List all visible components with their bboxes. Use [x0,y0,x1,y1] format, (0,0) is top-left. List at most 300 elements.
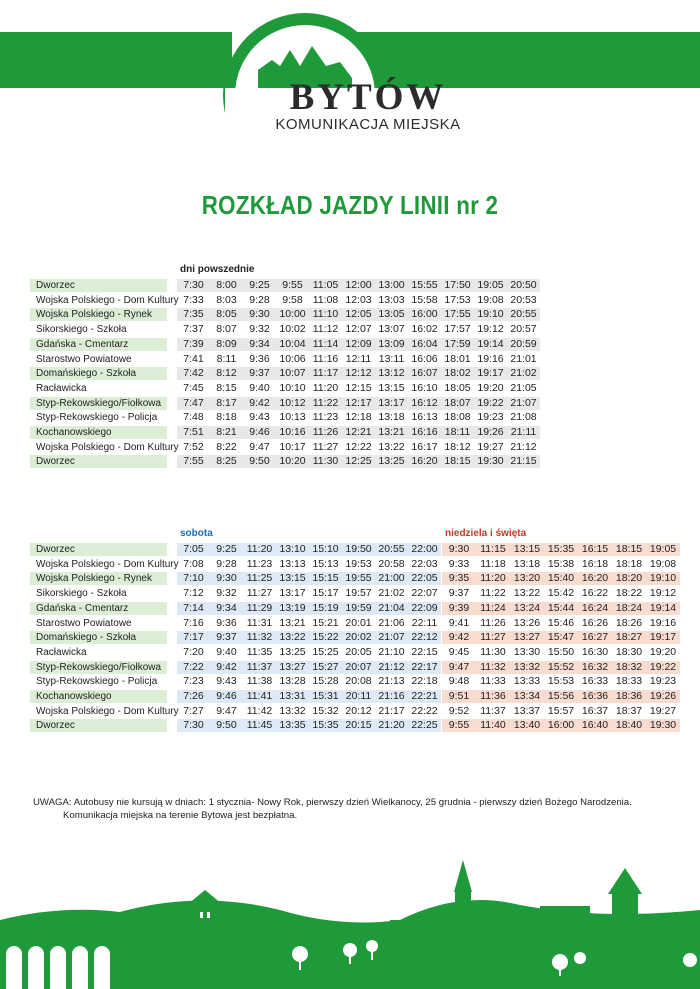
saturday-time: 9:40 [216,645,237,658]
saturday-time: 20:05 [345,645,372,658]
sunday-time: 11:22 [480,587,506,600]
departure-time: 17:55 [444,308,471,321]
saturday-time: 15:17 [312,587,339,600]
departure-time: 17:50 [444,279,471,291]
sunday-time: 19:22 [649,660,677,673]
departure-time: 11:05 [312,279,339,291]
departure-time: 16:02 [411,323,438,336]
saturday-time: 9:34 [216,601,237,614]
departure-time: 12:25 [345,455,372,468]
saturday-time: 11:42 [246,704,273,717]
departure-time: 13:15 [378,381,405,394]
brand [268,78,468,133]
sunday-time: 13:18 [513,557,541,570]
stop-name: Racławicka [36,646,87,658]
departure-time: 8:15 [216,381,237,394]
departure-time: 8:12 [216,367,237,380]
saturday-time: 7:05 [183,543,204,555]
saturday-time: 11:41 [246,690,273,702]
saturday-time: 22:09 [411,601,438,614]
sunday-time: 11:30 [480,645,506,658]
departure-time: 16:20 [411,455,438,468]
saturday-time: 19:55 [345,572,372,585]
departure-time: 11:17 [312,367,339,380]
sunday-time: 19:30 [649,719,677,732]
sunday-time: 16:27 [581,631,609,644]
sunday-time: 11:18 [480,557,506,570]
departure-time: 19:22 [477,396,504,409]
departure-time: 12:03 [345,293,372,306]
table-row [30,338,538,351]
saturday-time: 21:16 [378,690,405,702]
note-line-1: UWAGA: Autobusy nie kursują w dniach: 1 stycznia- Nowy Rok, pierwszy dzień Wielkanocy, 25 grudnia - pierwszy dzień Bożego Narodzenia. [33,797,632,808]
sunday-time: 19:26 [649,690,677,702]
brand-subtitle: KOMUNIKACJA MIEJSKA [275,116,461,133]
departure-time: 10:04 [279,337,306,350]
sunday-time: 16:32 [581,660,609,673]
departure-time: 15:58 [411,293,438,306]
saturday-time: 21:02 [378,587,405,600]
departure-time: 9:58 [282,293,303,306]
stop-name: Styp-Rekowskiego/Fiołkowa [30,661,167,674]
departure-time: 10:10 [279,381,306,394]
sunday-time: 13:15 [513,543,541,555]
sunday-time: 13:37 [513,704,541,717]
departure-time: 7:42 [183,367,204,380]
sunday-time: 11:40 [480,719,506,732]
departure-time: 7:45 [183,381,204,394]
sunday-time: 19:23 [649,675,677,688]
departure-time: 21:07 [510,396,537,409]
saturday-time: 11:37 [246,660,273,673]
saturday-time: 22:18 [411,675,438,688]
departure-time: 9:34 [249,337,270,350]
brand-name: BYTÓW [289,77,447,118]
departure-time: 19:16 [477,352,504,365]
sunday-time: 18:32 [615,660,643,673]
departure-time: 19:17 [477,367,504,380]
sunday-time: 15:53 [547,675,575,688]
departure-time: 7:52 [183,440,204,453]
table-row [30,441,538,454]
departure-time: 11:20 [312,381,339,394]
sunday-time: 19:20 [649,645,677,658]
table-row [30,617,680,630]
page-title: ROZKŁAD JAZDY LINII nr 2 [201,190,499,220]
table-row [30,455,538,468]
table-row [30,705,680,718]
saturday-time: 22:15 [411,645,438,658]
saturday-time: 9:47 [216,704,237,717]
table-row [30,397,538,410]
departure-time: 12:11 [345,352,372,365]
sunday-time: 11:36 [480,690,506,702]
stop-name: Domańskiego - Szkoła [30,367,167,380]
departure-time: 9:32 [249,323,270,336]
departure-time: 9:47 [249,440,270,453]
table-row [30,661,680,674]
departure-time: 7:37 [183,323,204,336]
sunday-time: 13:26 [513,616,541,629]
departure-time: 18:11 [444,426,471,438]
saturday-time: 9:50 [216,719,237,732]
departure-time: 17:57 [444,323,471,336]
sunday-time: 19:17 [649,631,677,644]
saturday-time: 9:28 [216,557,237,570]
table-row [30,323,538,336]
saturday-time: 9:25 [216,543,237,555]
departure-time: 10:13 [279,411,306,424]
saturday-time: 21:04 [378,601,405,614]
departure-time: 13:11 [378,352,405,365]
stop-name: Racławicka [36,382,87,394]
saturday-time: 20:11 [345,690,372,702]
sunday-time: 16:40 [581,719,609,732]
saturday-time: 7:27 [183,704,204,717]
departure-time: 7:33 [183,293,204,306]
header [0,0,700,150]
stop-name: Wojska Polskiego - Rynek [30,572,167,585]
departure-time: 7:48 [183,411,204,424]
sunday-time: 18:18 [615,557,643,570]
stop-name: Domańskiego - Szkoła [30,631,167,644]
table-row [30,367,538,380]
sunday-time: 16:22 [581,587,609,600]
departure-time: 19:10 [477,308,504,321]
saturday-time: 13:10 [279,543,306,555]
departure-time: 20:57 [510,323,537,336]
departure-time: 13:18 [378,411,405,424]
saturday-time: 9:32 [216,587,237,600]
saturday-time: 9:37 [216,631,237,644]
sunday-time: 9:30 [448,543,470,555]
departure-time: 11:23 [312,411,339,424]
sunday-time: 15:42 [547,587,575,600]
departure-time: 21:05 [510,381,537,394]
sunday-time: 13:40 [513,719,541,732]
saturday-time: 7:23 [183,675,204,688]
saturday-time: 20:02 [345,631,372,644]
sunday-time: 9:35 [448,572,470,585]
stop-name: Styp-Rekowskiego - Policja [36,412,158,424]
sunday-time: 16:20 [581,572,609,585]
saturday-time: 21:00 [378,572,405,585]
departure-time: 7:39 [183,337,204,350]
departure-time: 19:26 [477,426,504,438]
saturday-time: 11:31 [246,616,273,629]
departure-time: 10:12 [279,396,306,409]
departure-time: 9:37 [249,367,270,380]
stop-name: Kochanowskiego [30,690,167,703]
saturday-time: 15:21 [312,616,339,629]
departure-time: 20:50 [510,279,537,291]
stop-name: Dworzec [30,719,167,732]
departure-time: 13:07 [378,323,405,336]
departure-time: 8:09 [216,337,237,350]
departure-time: 19:27 [477,440,504,453]
departure-time: 19:08 [477,293,504,306]
sunday-time: 11:33 [480,675,506,688]
departure-time: 10:02 [279,323,306,336]
table-row [30,602,680,615]
stop-name: Dworzec [30,455,167,468]
departure-time: 16:16 [411,426,438,438]
sunday-time: 15:47 [547,631,575,644]
saturday-time: 22:25 [411,719,438,732]
departure-time: 19:14 [477,337,504,350]
sunday-time: 18:40 [615,719,643,732]
sunday-time: 9:45 [448,645,470,658]
saturday-time: 15:35 [312,719,339,732]
sunday-time: 11:24 [480,601,506,614]
table-row [30,543,680,556]
saturday-time: 15:13 [312,557,339,570]
saturday-time: 19:50 [345,543,372,555]
sunday-time: 15:44 [547,601,575,614]
stop-name: Dworzec [30,543,167,556]
saturday-time: 13:28 [279,675,306,688]
saturday-time: 22:07 [411,587,438,600]
departure-time: 8:22 [216,440,237,453]
departure-time: 17:59 [444,337,471,350]
saturday-time: 21:20 [378,719,405,732]
departure-time: 18:05 [444,381,471,394]
departure-time: 18:07 [444,396,471,409]
stop-name: Sikorskiego - Szkoła [36,324,127,336]
sunday-time: 19:12 [649,587,677,600]
departure-time: 17:53 [444,293,471,306]
sunday-time: 11:15 [480,543,506,555]
saturday-time: 15:15 [312,572,339,585]
departure-time: 12:15 [345,381,372,394]
saturday-time: 13:25 [279,645,306,658]
saturday-time: 13:19 [279,601,306,614]
sunday-time: 16:26 [581,616,609,629]
departure-time: 8:11 [216,352,237,365]
departure-time: 13:17 [378,396,405,409]
saturday-time: 21:12 [378,660,405,673]
departure-time: 13:22 [378,440,405,453]
sunday-time: 13:32 [513,660,541,673]
saturday-time: 15:31 [312,690,339,702]
sunday-time: 18:27 [615,631,643,644]
saturday-time: 7:16 [183,616,204,629]
saturday-time: 15:25 [312,645,339,658]
saturday-time: 22:05 [411,572,438,585]
departure-time: 7:41 [183,352,204,365]
saturday-label: sobota [180,528,213,539]
saturday-time: 21:07 [378,631,405,644]
departure-time: 12:00 [345,279,372,291]
saturday-time: 20:08 [345,675,372,688]
saturday-time: 7:17 [183,631,204,644]
sunday-time: 19:14 [649,601,677,614]
departure-time: 16:07 [411,367,438,380]
saturday-time: 11:38 [246,675,273,688]
sunday-time: 13:20 [513,572,541,585]
table-row [30,411,538,424]
sunday-time: 18:22 [615,587,643,600]
stop-name: Wojska Polskiego - Dom Kultury [36,441,179,453]
saturday-time: 20:01 [345,616,372,629]
sunday-time: 9:52 [448,704,470,717]
departure-time: 11:16 [312,352,339,365]
sunday-time: 13:34 [513,690,541,702]
departure-time: 9:43 [249,411,270,424]
saturday-time: 11:29 [246,601,273,614]
saturday-time: 20:58 [378,557,405,570]
departure-time: 18:02 [444,367,471,380]
table-row [30,279,538,292]
sunday-time: 11:32 [480,660,506,673]
saturday-time: 19:53 [345,557,372,570]
table-row [30,690,680,703]
departure-time: 12:17 [345,396,372,409]
departure-time: 16:17 [411,440,438,453]
sunday-time: 11:37 [480,704,506,717]
sunday-time: 9:47 [448,660,470,673]
departure-time: 10:00 [279,308,306,321]
sunday-time: 9:33 [448,557,470,570]
departure-time: 7:55 [183,455,204,468]
departure-time: 18:15 [444,455,471,468]
sunday-time: 11:26 [480,616,506,629]
stop-name: Starostwo Powiatowe [36,353,132,365]
saturday-time: 9:42 [216,660,237,673]
sunday-time: 13:22 [513,587,541,600]
stop-name: Starostwo Powiatowe [36,617,132,629]
stop-name: Wojska Polskiego - Rynek [30,308,167,321]
departure-time: 7:51 [183,426,204,438]
departure-time: 19:05 [477,279,504,291]
departure-time: 18:08 [444,411,471,424]
departure-time: 18:12 [444,440,471,453]
saturday-time: 21:10 [378,645,405,658]
table-row [30,587,680,600]
departure-time: 12:05 [345,308,372,321]
departure-time: 11:08 [312,293,339,306]
header-green-band-left [0,32,232,88]
stop-name: Wojska Polskiego - Dom Kultury [36,294,179,306]
saturday-time: 21:06 [378,616,405,629]
departure-time: 12:07 [345,323,372,336]
sunday-time: 15:56 [547,690,575,702]
saturday-time: 19:59 [345,601,372,614]
sunday-time: 9:41 [448,616,470,629]
departure-time: 13:09 [378,337,405,350]
departure-time: 21:12 [510,440,537,453]
departure-time: 19:30 [477,455,504,468]
sunday-time: 9:48 [448,675,470,688]
saturday-time: 22:17 [411,660,438,673]
stop-name: Styp-Rekowskiego - Policja [36,676,158,688]
saturday-time: 11:23 [246,557,273,570]
sunday-time: 16:00 [547,719,575,732]
table-row [30,631,680,644]
sunday-time: 9:55 [448,719,470,732]
departure-time: 9:40 [249,381,270,394]
departure-time: 7:35 [183,308,204,321]
sunday-time: 16:18 [581,557,609,570]
sunday-time: 15:35 [547,543,575,555]
departure-time: 11:22 [312,396,339,409]
departure-time: 12:12 [345,367,372,380]
saturday-time: 22:03 [411,557,438,570]
departure-time: 18:01 [444,352,471,365]
departure-time: 10:20 [279,455,306,468]
departure-time: 9:25 [249,279,270,291]
table-row [30,675,680,688]
departure-time: 8:03 [216,293,237,306]
table-row [30,719,680,732]
departure-time: 9:28 [249,293,270,306]
sunday-time: 13:24 [513,601,541,614]
departure-time: 16:00 [411,308,438,321]
saturday-time: 11:25 [246,572,273,585]
departure-time: 9:50 [249,455,270,468]
stop-name: Sikorskiego - Szkoła [36,588,127,600]
departure-time: 11:12 [312,323,339,336]
stop-name: Wojska Polskiego - Dom Kultury [36,558,179,570]
departure-time: 8:25 [216,455,237,468]
sunday-time: 18:30 [615,645,643,658]
stop-name: Dworzec [30,279,167,292]
departure-time: 20:59 [510,337,537,350]
sunday-time: 15:52 [547,660,575,673]
sunday-time: 19:16 [649,616,677,629]
saturday-time: 20:12 [345,704,372,717]
table-row [30,558,680,571]
sunday-time: 9:37 [448,587,470,600]
departure-time: 16:13 [411,411,438,424]
saturday-time: 7:08 [183,557,204,570]
sunday-time: 16:33 [581,675,609,688]
departure-time: 16:10 [411,381,438,394]
sunday-time: 11:20 [480,572,506,585]
sunday-time: 19:08 [649,557,677,570]
sunday-time: 13:27 [513,631,541,644]
saturday-time: 20:55 [378,543,405,555]
saturday-time: 13:32 [279,704,306,717]
saturday-time: 22:21 [411,690,438,702]
departure-time: 7:30 [183,279,204,291]
weekday-label: dni powszednie [180,264,255,275]
stop-name: Gdańska - Cmentarz [30,602,167,615]
departure-time: 8:00 [216,279,237,291]
table-row [30,426,538,439]
saturday-time: 11:32 [246,631,273,644]
sunday-time: 15:40 [547,572,575,585]
weekday-schedule [30,279,538,471]
departure-time: 7:47 [183,396,204,409]
table-row [30,353,538,366]
departure-time: 9:46 [249,426,270,438]
saturday-time: 11:35 [246,645,273,658]
saturday-time: 22:11 [411,616,438,629]
departure-time: 10:17 [279,440,306,453]
departure-time: 10:16 [279,426,306,438]
sunday-time: 16:36 [581,690,609,702]
departure-time: 13:00 [378,279,405,291]
sunday-time: 15:50 [547,645,575,658]
saturday-time: 13:22 [279,631,306,644]
saturday-time: 7:26 [183,690,204,702]
saturday-time: 22:22 [411,704,438,717]
sunday-time: 9:42 [448,631,470,644]
departure-time: 21:08 [510,411,537,424]
sunday-label: niedziela i święta [445,528,527,539]
departure-time: 20:53 [510,293,537,306]
